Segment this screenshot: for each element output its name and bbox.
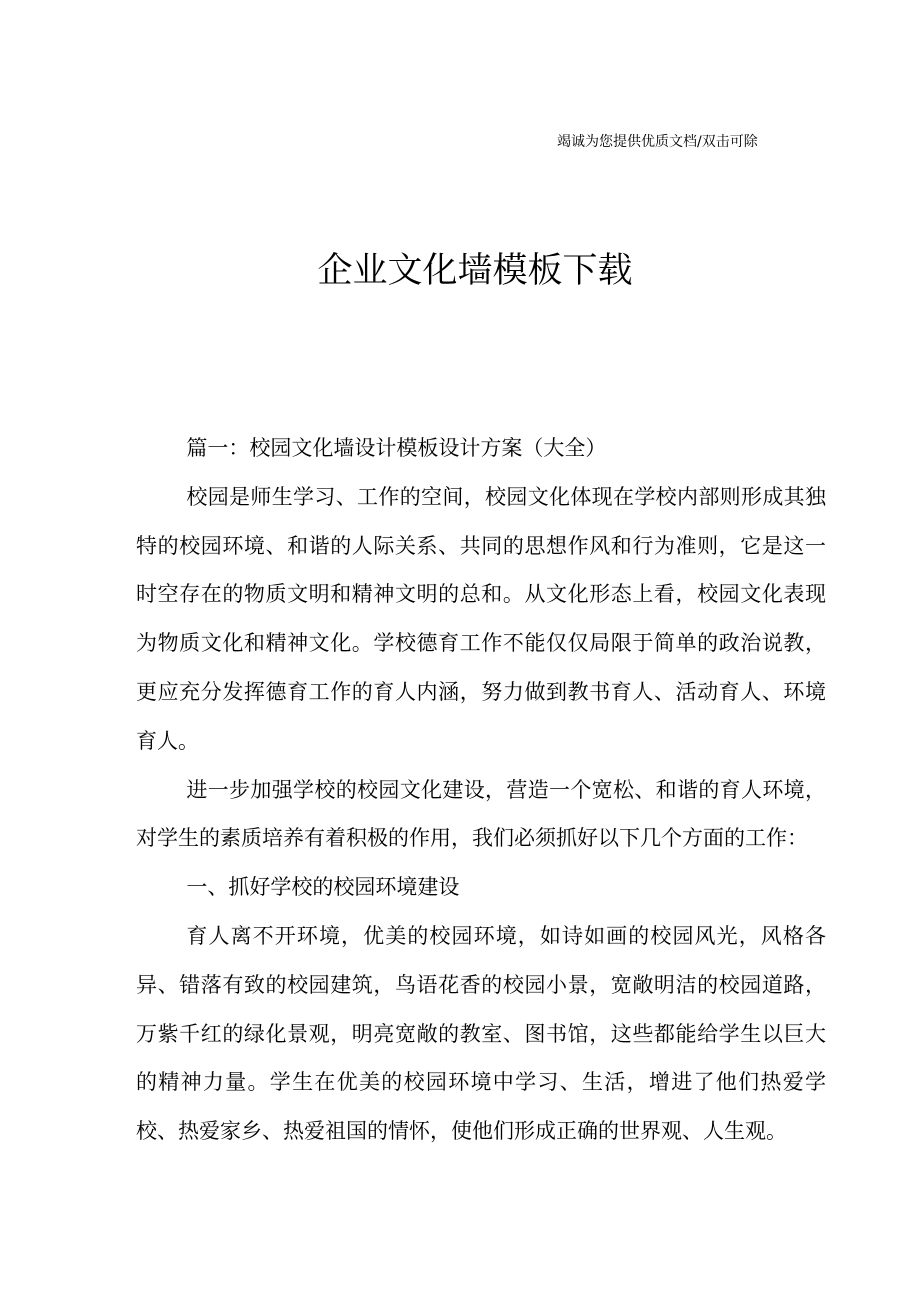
section-heading-environment: 一、抓好学校的校园环境建设 (186, 875, 460, 900)
document-title: 企业文化墙模板下载 (317, 251, 633, 291)
paragraph-campus-culture: 校园是师生学习、工作的空间，校园文化体现在学校内部则形成其独特的校园环境、和谐的人际关系、共同的思想作风和行为准则，它是这一时空存在的物质文明和精神文明的总和。从文化形态上看，校园文化表现为物质文化和精神文化。学校德育工作不能仅仅局限于简单的政治说教，更应充分发挥德育工作的育人内涵，努力做到教书育人、活动育人、环境育人。 (136, 484, 826, 753)
document-body (136, 424, 826, 1156)
header-note: 竭诚为您提供优质文档/双击可除 (557, 134, 758, 150)
section-heading-part-one: 篇一：校园文化墙设计模板设计方案（大全） (186, 436, 607, 460)
paragraph-environment: 育人离不开环境，优美的校园环境，如诗如画的校园风光，风格各异、错落有致的校园建筑，鸟语花香的校园小景，宽敞明洁的校园道路，万紫千红的绿化景观，明亮宽敞的教室、图书馆，这些都能给学生以巨大的精神力量。学生在优美的校园环境中学习、生活，增进了他们热爱学校、热爱家乡、热爱祖国的情怀，使他们形成正确的世界观、人生观。 (136, 923, 826, 1144)
paragraph-strengthen-construction: 进一步加强学校的校园文化建设，营造一个宽松、和谐的育人环境，对学生的素质培养有着积极的作用，我们必须抓好以下几个方面的工作： (136, 777, 826, 851)
